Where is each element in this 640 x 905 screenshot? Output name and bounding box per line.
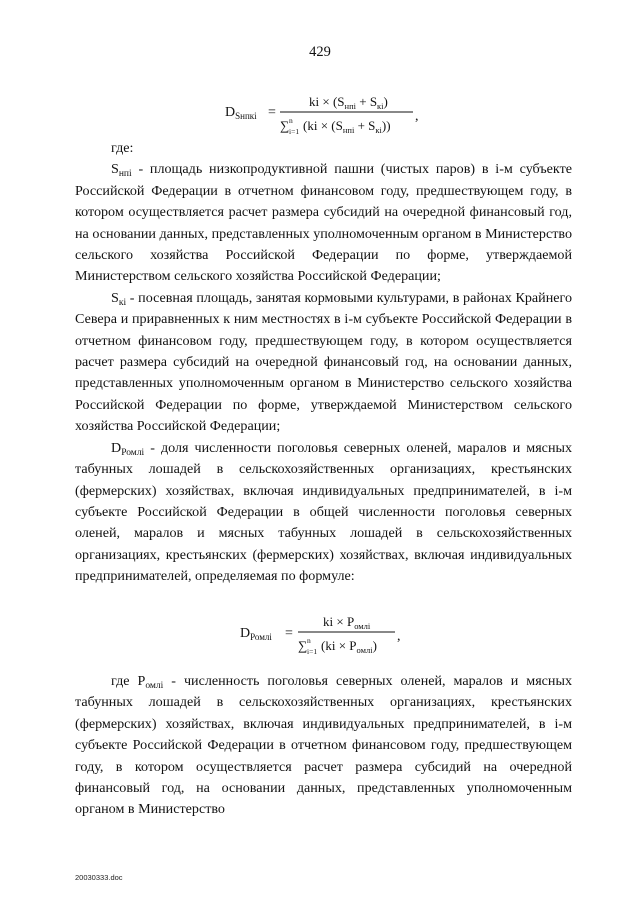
definition-d-romli: $D_{Ромлi}$ - доля численности поголовья северных оленей, маралов и мясных табунных лошадей в сельскохозяйственных организациях, крестьянских (фермерских) хозяйствах, включая индивидуальных предпринимателей, в i-м субъекте Российской Федерации в общей численности поголовья северных оленей, маралов и мясных табунных лошадей в сельскохозяйственных организациях, крестьянских (фермерских) хозяйствах, включая индивидуальных предпринимателей, определяемая по формуле: [75, 439, 572, 585]
formula-share-reindeer-livestock [240, 608, 415, 664]
formula-2-sum-upper: n [307, 636, 311, 645]
text-block-romli [75, 671, 572, 821]
formula-share-low-productive-land [225, 86, 425, 146]
formula-1-comma: , [415, 109, 419, 124]
page-number: 429 [309, 44, 331, 60]
formula-1-lhs: $D_{Sнпкi}$ [225, 105, 257, 121]
formula-1-sum-lower: i=1 [289, 127, 300, 136]
where-label: где: [111, 140, 134, 156]
text-block-definitions [75, 138, 572, 588]
formula-2-sum-lower: i=1 [307, 647, 318, 656]
formula-2-comma: , [397, 629, 401, 644]
formula-1-denominator-sigma: ∑ [280, 118, 290, 133]
footer-filename: 20030333.doc [75, 873, 123, 882]
definition-s-ki: $S_{кi}$ - посевная площадь, занятая кормовыми культурами, в районах Крайнего Севера и приравненных к ним местностях в i-м субъекте Российской Федерации в отчетном финансовом году, предшествующем году, в котором осуществляется расчет размера субсидий на очередной финансовый год, на основании данных, представленных уполномоченным органом в Министерство сельского хозяйства Российской Федерации по форме, утверждаемой Министерством сельского хозяйства Российской Федерации; [75, 289, 572, 435]
formula-1-svg [225, 86, 425, 146]
formula-2-denominator-sigma: ∑ [298, 638, 308, 653]
formula-2-numerator: ki × $P_{омлi}$ [323, 614, 371, 631]
formula-1-denominator: $(ki \times (S_{нпi} + S_{кi}))$ [303, 118, 391, 135]
definition-p-omli: где $P_{омлi}$ - численность поголовья северных оленей, маралов и мясных табунных лошадей в сельскохозяйственных организациях, крестьянских (фермерских) хозяйствах, включая индивидуальных предпринимателей, в i-м субъекте Российской Федерации в отчетном финансовом году, предшествующем году, в котором осуществляется расчет размера субсидий на очередной финансовый год, на основании данных, представленных уполномоченным органом в Министерство [75, 673, 572, 818]
formula-2-svg [240, 608, 415, 664]
definition-s-npi: $S_{нпi}$ - площадь низкопродуктивной пашни (чистых паров) в i-м субъекте Российской Федерации в отчетном финансовом году, предшествующем году, в котором осуществляется расчет размера субсидий на очередной финансовый год, на основании данных, представленных уполномоченным органом в Министерство сельского хозяйства Российской Федерации по форме, утверждаемой Министерством сельского хозяйства Российской Федерации; [75, 161, 572, 285]
formula-2-lhs: $D_{Ромлi}$ [240, 626, 272, 642]
formula-2-equals: = [285, 626, 293, 641]
formula-1-sum-upper: n [289, 116, 293, 125]
formula-2-denominator: $(ki \times P_{омлi})$ [321, 638, 377, 655]
formula-1-numerator: ki × $(S_{нпi} + S_{кi})$ [309, 94, 388, 111]
formula-1-equals: = [268, 105, 276, 120]
